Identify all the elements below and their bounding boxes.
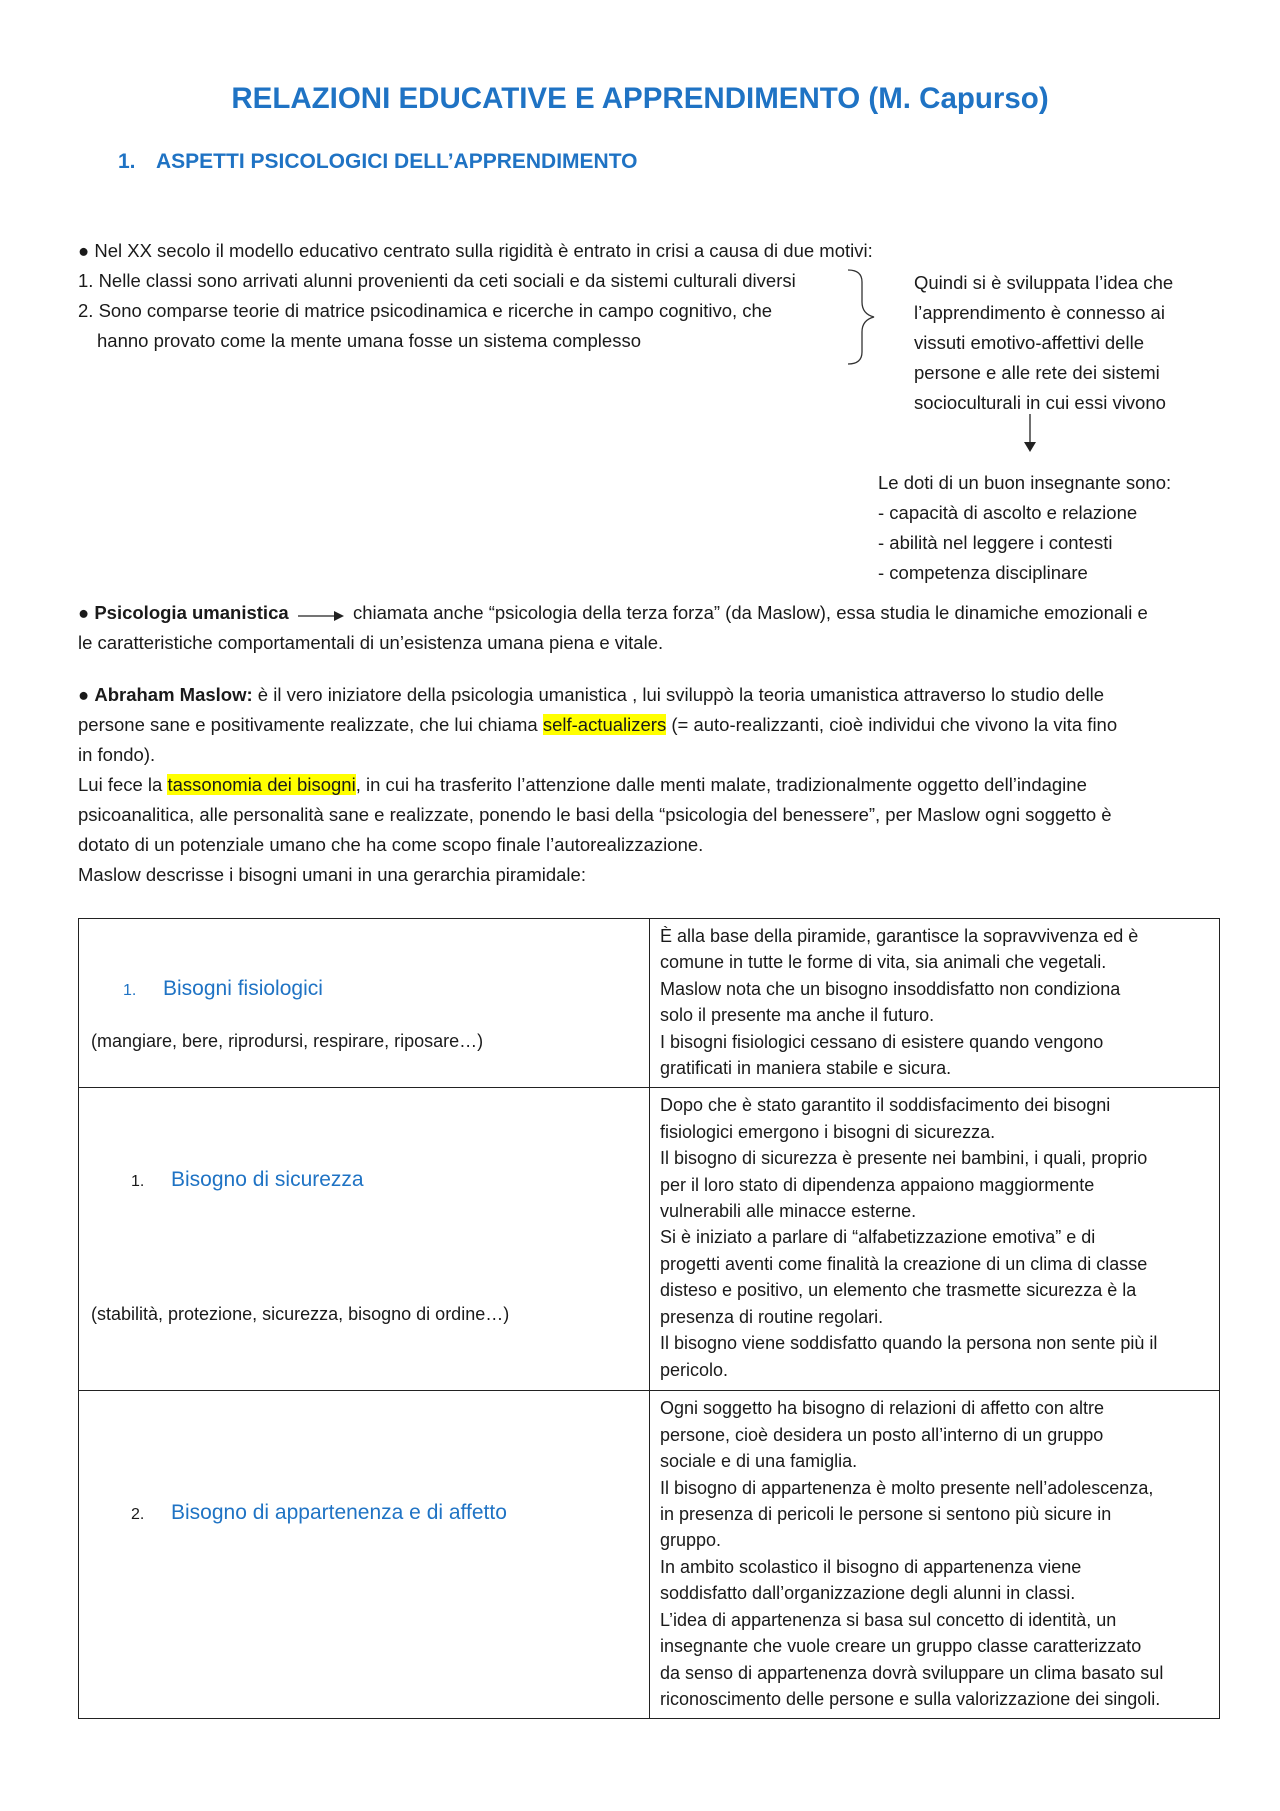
- highlight-taxonomy: tassonomia dei bisogni: [167, 774, 356, 795]
- description-line: Il bisogno viene soddisfatto quando la persona non sente più il: [660, 1333, 1158, 1354]
- description-line: da senso di appartenenza dovrà sviluppare un clima basato sul: [660, 1662, 1164, 1683]
- need-name: Bisogni fisiologici: [163, 977, 323, 1000]
- maslow-line-1: [78, 680, 1104, 710]
- need-cell: [79, 1391, 650, 1719]
- description-line: gruppo.: [660, 1530, 722, 1551]
- description-line: È alla base della piramide, garantisce la sopravvivenza ed è: [660, 926, 1139, 946]
- side-note-line: Quindi si è sviluppata l’idea che: [914, 272, 1174, 293]
- description-line: gratificati in maniera stabile e sicura.: [660, 1058, 952, 1079]
- need-name: Bisogno di sicurezza: [171, 1168, 364, 1192]
- description-line: Il bisogno di sicurezza è presente nei bambini, i quali, proprio: [660, 1148, 1148, 1169]
- side-note: [914, 268, 1173, 418]
- humanistic-text: chiamata anche “psicologia della terza forza” (da Maslow), essa studia le dinamiche emozionali e: [352, 602, 1148, 623]
- description-line: riconoscimento delle persone e sulla valorizzazione dei singoli.: [660, 1688, 1161, 1709]
- teacher-qualities: [878, 468, 1171, 588]
- need-examples: (mangiare, bere, riprodursi, respirare, riposare…): [91, 1031, 484, 1051]
- intro-item-2-cont: hanno provato come la mente umana fosse un sistema complesso: [97, 330, 641, 351]
- maslow-term: Abraham Maslow:: [94, 684, 253, 705]
- description-line: L’idea di appartenenza si basa sul concetto di identità, un: [660, 1609, 1117, 1630]
- need-title: [123, 977, 323, 1001]
- description-line: I bisogni fisiologici cessano di esistere quando vengono: [660, 1031, 1104, 1052]
- teacher-quality: - capacità di ascolto e relazione: [878, 502, 1138, 523]
- arrow-right-icon: [296, 607, 346, 621]
- side-note-line: persone e alle rete dei sistemi: [914, 362, 1160, 383]
- table-row: [79, 919, 1220, 1088]
- section-number: 1.: [118, 150, 136, 173]
- maslow-text: , in cui ha trasferito l’attenzione dalle menti malate, tradizionalmente oggetto dell’indagine: [355, 774, 1087, 795]
- need-cell: [79, 1088, 650, 1391]
- need-examples: (stabilità, protezione, sicurezza, bisogno di ordine…): [91, 1304, 510, 1325]
- teacher-quality: - competenza disciplinare: [878, 562, 1088, 583]
- description-line: fisiologici emergono i bisogni di sicurezza.: [660, 1121, 996, 1142]
- humanistic-line-2: le caratteristiche comportamentali di un’esistenza umana piena e vitale.: [78, 632, 664, 653]
- description-line: presenza di routine regolari.: [660, 1306, 884, 1327]
- needs-table: [78, 918, 1220, 1719]
- humanistic-line-1: [78, 598, 1148, 628]
- bullet: ●: [78, 240, 90, 261]
- maslow-text: persone sane e positivamente realizzate, che lui chiama: [78, 714, 538, 735]
- description-line: vulnerabili alle minacce esterne.: [660, 1201, 917, 1222]
- maslow-text: (= auto-realizzanti, cioè individui che vivono la vita fino: [671, 714, 1118, 735]
- need-cell: [79, 919, 650, 1088]
- need-number: 1.: [131, 1173, 145, 1191]
- description-line: Il bisogno di appartenenza è molto presente nell’adolescenza,: [660, 1477, 1154, 1498]
- curly-brace-icon: [840, 268, 880, 368]
- teacher-quality: - abilità nel leggere i contesti: [878, 532, 1113, 553]
- description-line: pericolo.: [660, 1359, 729, 1380]
- need-description: [650, 1088, 1220, 1391]
- description-line: soddisfatto dall’organizzazione degli alunni in classi.: [660, 1583, 1076, 1604]
- need-title: [131, 1501, 507, 1525]
- section-heading: [118, 150, 638, 174]
- maslow-line-7: Maslow descrisse i bisogni umani in una gerarchia piramidale:: [78, 864, 586, 885]
- highlight-self-actualizers: self-actualizers: [542, 714, 667, 735]
- teacher-heading: Le doti di un buon insegnante sono:: [878, 472, 1172, 493]
- need-name: Bisogno di appartenenza e di affetto: [171, 1501, 507, 1525]
- bullet: ●: [78, 602, 90, 623]
- description-line: Dopo che è stato garantito il soddisfacimento dei bisogni: [660, 1095, 1111, 1116]
- description-line: sociale e di una famiglia.: [660, 1451, 858, 1472]
- description-line: disteso e positivo, un elemento che trasmette sicurezza è la: [660, 1280, 1137, 1301]
- need-description: [650, 1391, 1220, 1719]
- maslow-text: Lui fece la: [78, 774, 163, 795]
- description-line: solo il presente ma anche il futuro.: [660, 1005, 935, 1026]
- description-line: persone, cioè desidera un posto all’interno di un gruppo: [660, 1424, 1104, 1445]
- intro-lead: [78, 236, 873, 266]
- side-note-line: vissuti emotivo-affettivi delle: [914, 332, 1144, 353]
- maslow-line-3: in fondo).: [78, 744, 156, 765]
- description-line: in presenza di pericoli le persone si sentono più sicure in: [660, 1504, 1112, 1525]
- bullet: ●: [78, 684, 90, 705]
- description-line: progetti aventi come finalità la creazione di un clima di classe: [660, 1253, 1148, 1274]
- intro-lead-text: Nel XX secolo il modello educativo centrato sulla rigidità è entrato in crisi a causa di due motivi:: [94, 240, 873, 261]
- humanistic-term: Psicologia umanistica: [94, 602, 289, 623]
- need-title: [131, 1168, 364, 1192]
- section-label: ASPETTI PSICOLOGICI DELL’APPRENDIMENTO: [156, 150, 638, 173]
- description-line: comune in tutte le forme di vita, sia animali che vegetali.: [660, 952, 1107, 973]
- intro-item-2: 2. Sono comparse teorie di matrice psicodinamica e ricerche in campo cognitivo, che: [78, 300, 773, 321]
- need-description: [650, 919, 1220, 1088]
- arrow-down-icon: [1020, 414, 1040, 454]
- need-number: 2.: [131, 1506, 145, 1524]
- description-line: Maslow nota che un bisogno insoddisfatto non condiziona: [660, 978, 1121, 999]
- description-line: per il loro stato di dipendenza appaiono maggiormente: [660, 1174, 1095, 1195]
- intro-item-1: 1. Nelle classi sono arrivati alunni provenienti da ceti sociali e da sistemi culturali diversi: [78, 270, 796, 291]
- maslow-line-2: [78, 710, 1117, 740]
- description-line: In ambito scolastico il bisogno di appartenenza viene: [660, 1556, 1082, 1577]
- side-note-line: l’apprendimento è connesso ai: [914, 302, 1165, 323]
- maslow-text: è il vero iniziatore della psicologia umanistica , lui sviluppò la teoria umanistica attraverso lo studio delle: [257, 684, 1105, 705]
- table-row: [79, 1088, 1220, 1391]
- side-note-line: socioculturali in cui essi vivono: [914, 392, 1166, 413]
- table-row: [79, 1391, 1220, 1719]
- maslow-line-6: dotato di un potenziale umano che ha come scopo finale l’autorealizzazione.: [78, 834, 704, 855]
- need-number: 1.: [123, 982, 137, 999]
- description-line: insegnante che vuole creare un gruppo classe caratterizzato: [660, 1636, 1142, 1657]
- document-title: RELAZIONI EDUCATIVE E APPRENDIMENTO (M. Capurso): [231, 82, 1049, 115]
- description-line: Ogni soggetto ha bisogno di relazioni di affetto con altre: [660, 1398, 1104, 1419]
- maslow-line-5: psicoanalitica, alle personalità sane e realizzate, ponendo le basi della “psicologia del benessere”, per Maslow ogni soggetto è: [78, 804, 1112, 825]
- maslow-line-4: [78, 770, 1087, 800]
- description-line: Si è iniziato a parlare di “alfabetizzazione emotiva” e di: [660, 1227, 1096, 1248]
